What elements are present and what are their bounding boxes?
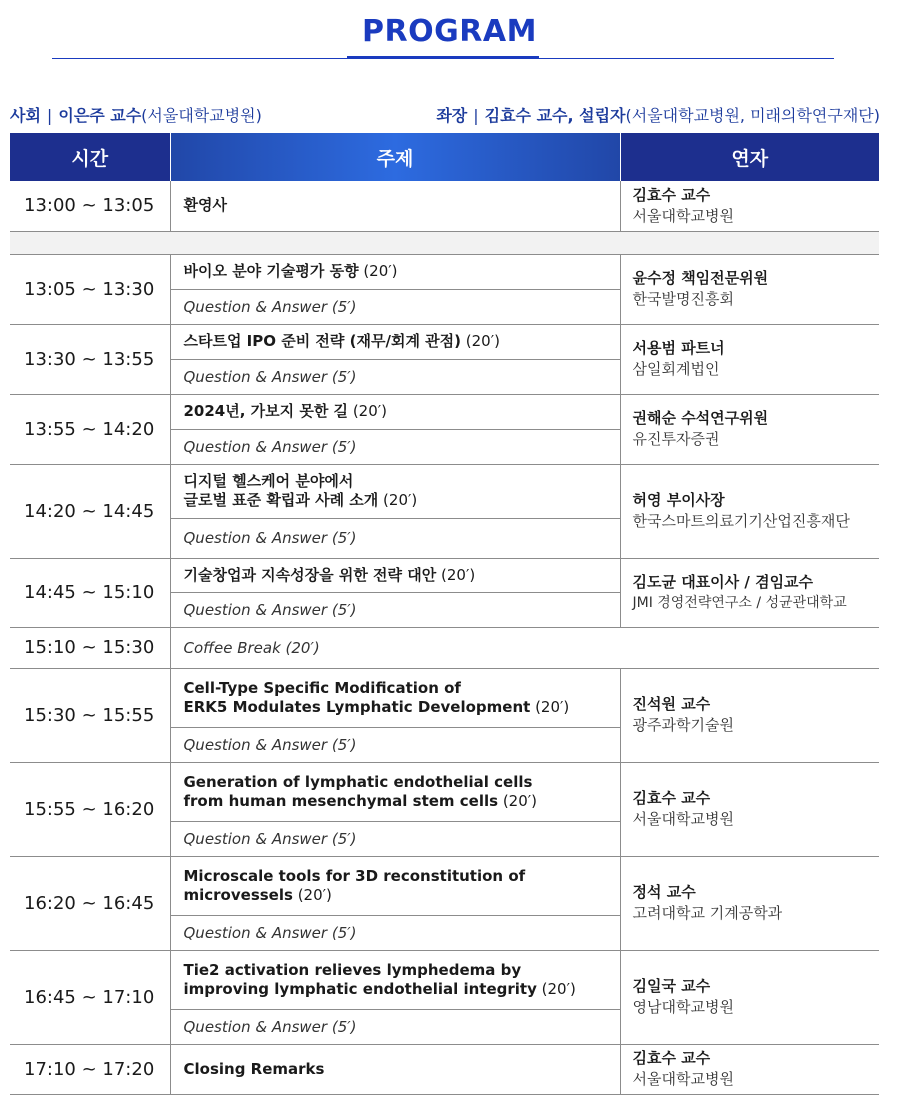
topic-title-line1: Tie2 activation relieves lymphedema by — [183, 960, 522, 979]
session-row — [10, 394, 879, 429]
topic-title: 기술창업과 지속성장을 위한 전략 대안 — [183, 565, 437, 584]
speaker-affiliation: 영남대학교병원 — [632, 998, 734, 1016]
session-row — [10, 181, 879, 231]
speaker-affiliation: 서울대학교병원 — [632, 1070, 734, 1088]
header-time: 시간 — [10, 133, 170, 181]
chair-label: 좌장 — [436, 106, 468, 125]
session-topic — [170, 762, 620, 821]
session-speaker — [620, 558, 879, 627]
host-info — [10, 103, 262, 126]
session-row — [10, 950, 879, 1009]
topic-title-line1: Microscale tools for 3D reconstitution of — [183, 866, 526, 885]
session-time: 16:45 ~ 17:10 — [10, 950, 170, 1044]
topic-title-line1: 디지털 헬스케어 분야에서 — [183, 472, 354, 490]
host-label: 사회 — [10, 106, 41, 125]
topic-duration: (20′) — [292, 885, 332, 904]
session-speaker — [620, 394, 879, 464]
topic-duration: (20′) — [378, 491, 418, 509]
topic-title: ERK5 Modulates Lymphatic Development — [183, 697, 531, 716]
session-time: 13:55 ~ 14:20 — [10, 394, 170, 464]
spacer-row — [10, 231, 879, 254]
roles-bar — [10, 103, 880, 127]
speaker-name: 허영 부이사장 — [632, 491, 725, 509]
session-topic — [170, 181, 620, 231]
qa-label: Question & Answer (5′) — [170, 915, 620, 950]
speaker-affiliation: 유진투자증권 — [632, 430, 720, 448]
speaker-name: 정석 교수 — [632, 883, 696, 901]
session-time: 17:10 ~ 17:20 — [10, 1044, 170, 1094]
session-time: 15:10 ~ 15:30 — [10, 627, 170, 668]
session-topic — [170, 950, 620, 1009]
session-time: 14:20 ~ 14:45 — [10, 464, 170, 558]
topic-title: improving lymphatic endothelial integrity — [183, 979, 537, 998]
qa-label: Question & Answer (5′) — [170, 821, 620, 856]
program-table — [10, 133, 879, 1095]
topic-duration: (20′) — [348, 402, 388, 420]
speaker-affiliation: JMI 경영전략연구소 / 성균관대학교 — [632, 594, 847, 611]
qa-label: Question & Answer (5′) — [170, 289, 620, 324]
break-row — [10, 627, 879, 668]
topic-duration: (20′) — [436, 565, 476, 584]
topic-duration: (20′) — [461, 332, 500, 350]
speaker-affiliation: 광주과학기술원 — [632, 716, 734, 734]
session-topic — [170, 254, 620, 289]
session-time: 14:45 ~ 15:10 — [10, 558, 170, 627]
session-time: 13:05 ~ 13:30 — [10, 254, 170, 324]
speaker-name: 윤수정 책임전문위원 — [632, 269, 769, 287]
topic-title: 2024년, 가보지 못한 길 — [183, 402, 349, 420]
session-time: 15:55 ~ 16:20 — [10, 762, 170, 856]
header-speaker: 연자 — [620, 133, 879, 181]
session-speaker — [620, 181, 879, 231]
session-speaker — [620, 856, 879, 950]
speaker-affiliation: 삼일회계법인 — [632, 360, 720, 378]
chair-affiliation: (서울대학교병원, 미래의학연구재단) — [625, 106, 880, 125]
speaker-name: 서용범 파트너 — [632, 339, 725, 357]
speaker-affiliation: 고려대학교 기계공학과 — [632, 904, 783, 922]
session-speaker — [620, 762, 879, 856]
session-topic — [170, 324, 620, 359]
topic-title: 글로벌 표준 확립과 사례 소개 — [183, 491, 379, 509]
qa-label: Question & Answer (5′) — [170, 727, 620, 762]
topic-duration: (20′) — [358, 262, 398, 280]
speaker-affiliation: 서울대학교병원 — [632, 206, 734, 225]
session-row — [10, 558, 879, 592]
topic-title: from human mesenchymal stem cells — [183, 791, 499, 810]
session-topic — [170, 464, 620, 518]
topic-duration: (20′) — [530, 697, 570, 716]
session-time: 16:20 ~ 16:45 — [10, 856, 170, 950]
session-speaker — [620, 950, 879, 1044]
session-speaker — [620, 254, 879, 324]
qa-label: Question & Answer (5′) — [170, 359, 620, 394]
session-row — [10, 668, 879, 727]
chair-separator: | — [473, 106, 479, 125]
session-row — [10, 464, 879, 518]
qa-label: Question & Answer (5′) — [170, 592, 620, 627]
session-row — [10, 324, 879, 359]
qa-label: Question & Answer (5′) — [170, 1009, 620, 1044]
speaker-name: 김도균 대표이사 / 겸임교수 — [632, 572, 814, 591]
topic-title: 스타트업 IPO 준비 전략 (재무/회계 관점) — [183, 332, 461, 350]
topic-title: Closing Remarks — [183, 1059, 325, 1078]
speaker-name: 김효수 교수 — [632, 789, 711, 807]
speaker-affiliation: 한국발명진흥회 — [632, 290, 734, 308]
session-topic — [170, 856, 620, 915]
session-speaker — [620, 668, 879, 762]
title-underline — [347, 56, 539, 59]
chair-info — [436, 103, 880, 126]
session-time: 13:30 ~ 13:55 — [10, 324, 170, 394]
topic-duration: (20′) — [498, 791, 538, 810]
session-row — [10, 254, 879, 289]
session-speaker — [620, 1044, 879, 1094]
host-affiliation: (서울대학교병원) — [141, 106, 262, 125]
speaker-name: 김일국 교수 — [632, 977, 711, 995]
speaker-name: 김효수 교수 — [632, 1049, 711, 1067]
session-topic — [170, 558, 620, 592]
speaker-name: 진석원 교수 — [632, 695, 711, 713]
chair-name: 김효수 교수, 설립자 — [484, 106, 626, 125]
speaker-name: 권해순 수석연구위원 — [632, 409, 769, 427]
session-time: 15:30 ~ 15:55 — [10, 668, 170, 762]
qa-label: Question & Answer (5′) — [170, 429, 620, 464]
session-topic — [170, 1044, 620, 1094]
speaker-affiliation: 서울대학교병원 — [632, 810, 734, 828]
session-row — [10, 1044, 879, 1094]
table-header-row — [10, 133, 879, 181]
session-speaker — [620, 464, 879, 558]
coffee-break: Coffee Break (20′) — [170, 627, 879, 668]
topic-title-line1: Cell-Type Specific Modification of — [183, 678, 461, 697]
session-topic — [170, 668, 620, 727]
topic-duration: (20′) — [536, 979, 576, 998]
speaker-name: 김효수 교수 — [632, 185, 711, 204]
session-speaker — [620, 324, 879, 394]
speaker-affiliation: 한국스마트의료기기산업진흥재단 — [632, 512, 850, 530]
session-time: 13:00 ~ 13:05 — [10, 181, 170, 231]
host-separator: | — [46, 106, 53, 125]
session-row — [10, 856, 879, 915]
page-title: PROGRAM — [362, 14, 537, 49]
topic-title: microvessels — [183, 885, 293, 904]
session-topic — [170, 394, 620, 429]
host-name: 이은주 교수 — [58, 106, 142, 125]
topic-title: 환영사 — [183, 196, 227, 215]
topic-title-line1: Generation of lymphatic endothelial cells — [183, 772, 533, 791]
header-topic: 주제 — [170, 133, 620, 181]
topic-title: 바이오 분야 기술평가 동향 — [183, 262, 359, 280]
qa-label: Question & Answer (5′) — [170, 518, 620, 558]
session-row — [10, 762, 879, 821]
